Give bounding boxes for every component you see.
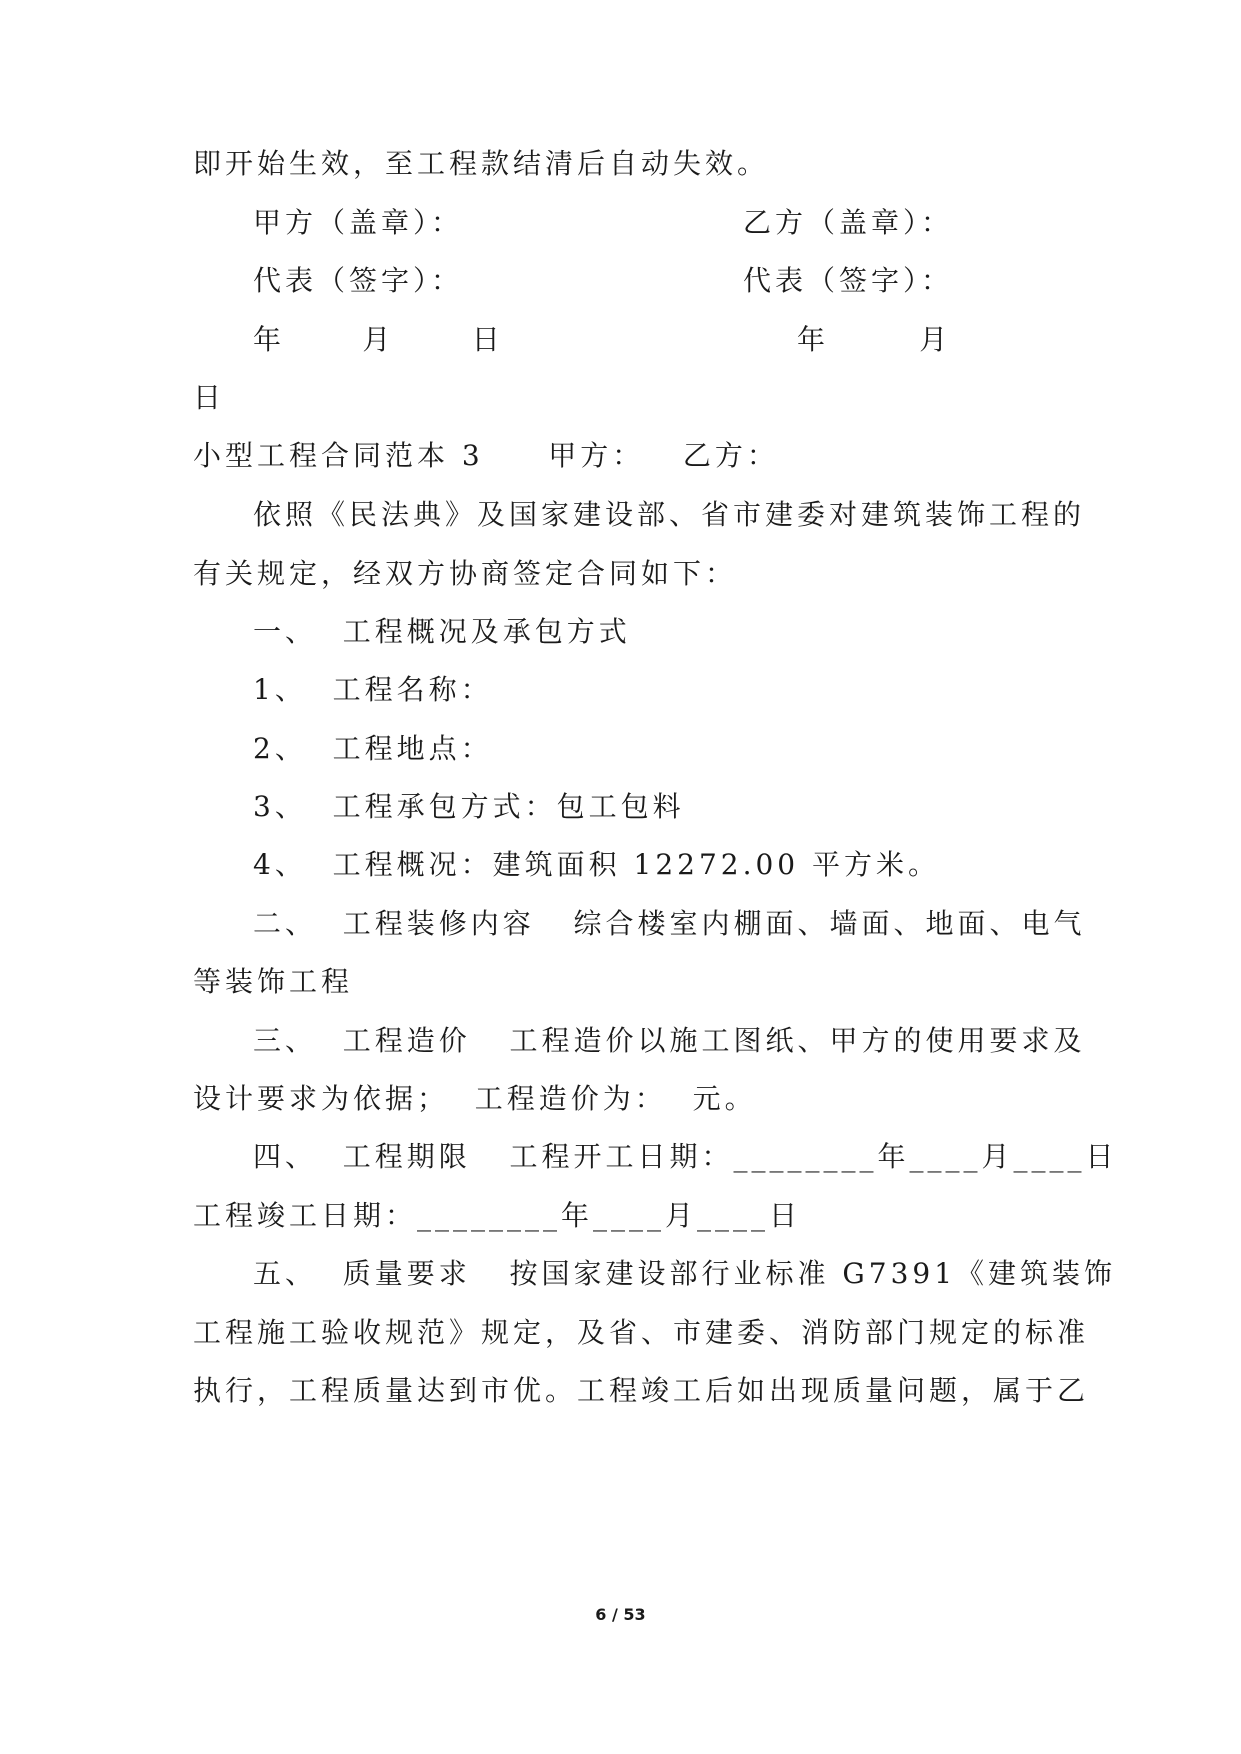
clause-heading: 二、 工程装修内容 综合楼室内棚面、墙面、地面、电气	[253, 907, 1086, 940]
clause-heading: 一、 工程概况及承包方式	[253, 615, 631, 648]
party-b-seal-label: 乙方（盖章）：	[743, 206, 954, 239]
party-b-date-line: 年 月	[797, 323, 952, 356]
paragraph-line: 设计要求为依据； 工程造价为： 元。	[193, 1082, 757, 1115]
paragraph-line: 即开始生效，至工程款结清后自动失效。	[193, 147, 770, 180]
clause-heading: 三、 工程造价 工程造价以施工图纸、甲方的使用要求及	[253, 1024, 1086, 1057]
party-a-signature-label: 代表（签字）：	[253, 264, 464, 297]
clause-heading: 五、 质量要求 按国家建设部行业标准 G7391《建筑装饰	[253, 1257, 1117, 1290]
page-number: 6 / 53	[595, 1605, 646, 1624]
paragraph-line: 工程施工验收规范》规定，及省、市建委、消防部门规定的标准	[193, 1316, 1090, 1349]
party-a-date-line: 年 月 日	[253, 323, 504, 356]
paragraph-line: 等装饰工程	[193, 965, 354, 998]
paragraph-line: 依照《民法典》及国家建设部、省市建委对建筑装饰工程的	[253, 498, 1086, 531]
party-b-date-day: 日	[193, 381, 226, 414]
clause-item: 1、 工程名称：	[253, 673, 493, 706]
section-heading: 小型工程合同范本 3 甲方： 乙方：	[193, 439, 779, 472]
party-a-seal-label: 甲方（盖章）：	[253, 206, 464, 239]
clause-item: 4、 工程概况：建筑面积 12272.00 平方米。	[253, 848, 941, 881]
clause-item: 2、 工程地点：	[253, 732, 493, 765]
clause-heading: 四、 工程期限 工程开工日期：________年____月____日	[253, 1140, 1118, 1173]
clause-item: 3、 工程承包方式：包工包料	[253, 790, 685, 823]
party-b-signature-label: 代表（签字）：	[743, 264, 954, 297]
paragraph-line: 有关规定，经双方协商签定合同如下：	[193, 557, 738, 590]
paragraph-line: 工程竣工日期：________年____月____日	[193, 1199, 802, 1232]
paragraph-line: 执行，工程质量达到市优。工程竣工后如出现质量问题，属于乙	[193, 1374, 1090, 1407]
